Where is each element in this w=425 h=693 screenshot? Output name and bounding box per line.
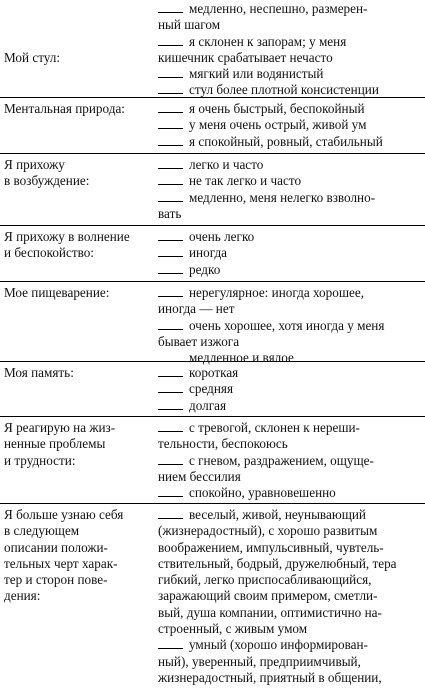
answer-option-text: воображением, импульсивный, чувтель- <box>158 539 384 555</box>
answer-option-text: с гневом, раздражением, ощуще- <box>189 452 374 468</box>
answer-option-text: долгая <box>189 397 227 413</box>
question-label-line: Я реагирую на жиз- <box>4 420 116 435</box>
question-label-line: тельных черт харак- <box>4 555 118 571</box>
answer-option-text: очень хорошее, хотя иногда у меня <box>189 317 385 333</box>
answer-option-text: очень легко <box>189 229 255 244</box>
answer-options <box>158 507 422 686</box>
answer-option-text: ный), уверенный, предприимчивый, <box>158 653 361 669</box>
answer-blank[interactable] <box>158 101 183 113</box>
question-label-line: и трудности: <box>4 452 76 468</box>
question-label-line: в возбуждение: <box>4 173 90 189</box>
question-row <box>0 416 425 504</box>
answer-option <box>158 485 422 501</box>
answer-blank[interactable] <box>158 157 183 169</box>
question-label <box>4 365 154 381</box>
answer-option-line <box>158 605 422 621</box>
question-row <box>0 281 425 366</box>
question-label-line: Мое пищеварение: <box>4 285 110 300</box>
question-label-line: дения: <box>4 588 41 604</box>
answer-option-text: стул более плотной консистенции <box>189 82 379 98</box>
answer-option-line <box>158 50 422 66</box>
answer-option <box>158 101 422 117</box>
answer-option-text: не так легко и часто <box>189 173 302 189</box>
answer-blank[interactable] <box>158 381 183 393</box>
answer-option-line <box>158 318 422 334</box>
answer-option-line <box>158 245 422 261</box>
answer-option-text: бывает изжога <box>158 333 240 349</box>
answer-option-line <box>158 572 422 588</box>
answer-option-line <box>158 34 422 50</box>
answer-option-text: кишечник срабатывает нечасто <box>158 49 333 65</box>
answer-option-line <box>158 173 422 189</box>
answer-option-text: строенный, с живым умом <box>158 621 308 637</box>
question-label-line: и беспокойство: <box>4 245 94 261</box>
answer-option <box>158 637 422 686</box>
question-label-line: Я прихожу в волнение <box>4 229 130 244</box>
answer-option-text: тельности, беспокоюсь <box>158 436 288 452</box>
answer-option-text: с тревогой, склонен к нереши- <box>189 420 360 435</box>
answer-blank[interactable] <box>158 1 183 13</box>
answer-option-line <box>158 262 422 278</box>
question-label-line: Мой стул: <box>4 50 61 66</box>
answer-option <box>158 1 422 34</box>
answer-options <box>158 157 422 222</box>
answer-option-text: вать <box>158 205 182 221</box>
answer-option-text: (жизнерадостный), с хорошо развитым <box>158 523 378 539</box>
answer-option <box>158 245 422 261</box>
answer-option-line <box>158 101 422 117</box>
question-label <box>4 507 154 605</box>
answer-option-line <box>158 637 422 653</box>
question-label-line: Я прихожу <box>4 157 65 172</box>
answer-option-line <box>158 17 422 33</box>
answer-option-line <box>158 229 422 245</box>
answer-blank[interactable] <box>158 117 183 129</box>
answer-option-line <box>158 117 422 133</box>
answer-option-line <box>158 507 422 523</box>
answer-option-line <box>158 540 422 556</box>
answer-blank[interactable] <box>158 229 183 241</box>
answer-option-text: гибкий, легко приспосабливающийся, <box>158 572 372 588</box>
question-row <box>0 1 425 98</box>
answer-blank[interactable] <box>158 190 183 202</box>
answer-blank[interactable] <box>158 420 183 432</box>
question-label-line: Я больше узнаю себя <box>4 507 124 522</box>
answer-option-text: иногда <box>189 245 228 261</box>
answer-blank[interactable] <box>158 285 183 297</box>
answer-option <box>158 134 422 150</box>
question-label-line: тер и сторон пове- <box>4 572 108 588</box>
answer-option-line <box>158 485 422 501</box>
answer-option-text: медленно, неспешно, размерен- <box>189 1 368 16</box>
answer-options <box>158 1 422 99</box>
answer-option <box>158 507 422 637</box>
answer-options <box>158 229 422 278</box>
answer-option-text: я склонен к запорам; у меня <box>189 33 347 49</box>
answer-option-text: редко <box>189 261 221 277</box>
answer-options <box>158 365 422 414</box>
answer-option <box>158 66 422 82</box>
answer-option-text: нерегулярное: иногда хорошее, <box>189 285 364 300</box>
answer-option-line <box>158 381 422 397</box>
answer-option-line <box>158 523 422 539</box>
answer-option-text: заражающий своим примером, сметли- <box>158 588 378 604</box>
answer-option <box>158 117 422 133</box>
answer-blank[interactable] <box>158 453 183 465</box>
answer-option-line <box>158 436 422 452</box>
question-row <box>0 153 425 226</box>
answer-option-text: вый, душа компании, оптимистично на- <box>158 604 382 620</box>
answer-option <box>158 398 422 414</box>
answer-option-line <box>158 621 422 637</box>
answer-option-text: у меня очень острый, живой ум <box>189 117 367 133</box>
question-label-line <box>4 34 154 50</box>
answer-option-line <box>158 206 422 222</box>
answer-option-text: жизнерадостный, приятный в общении, <box>158 669 382 685</box>
answer-option-line <box>158 334 422 350</box>
answer-blank[interactable] <box>158 637 183 649</box>
answer-option-line <box>158 66 422 82</box>
answer-option-text: я спокойный, ровный, стабильный <box>189 133 383 149</box>
answer-blank[interactable] <box>158 398 183 410</box>
answer-option-text: медленное и вялое <box>189 350 294 366</box>
answer-option-line <box>158 556 422 572</box>
answer-blank[interactable] <box>158 66 183 78</box>
answer-option-line <box>158 398 422 414</box>
question-label <box>4 420 154 469</box>
question-label-line: в следующем <box>4 523 80 539</box>
answer-blank[interactable] <box>158 245 183 257</box>
question-label <box>4 157 154 190</box>
question-row <box>0 97 425 154</box>
answer-option <box>158 381 422 397</box>
answer-blank[interactable] <box>158 485 183 497</box>
answer-option <box>158 34 422 67</box>
answer-option-text: средняя <box>189 381 234 397</box>
answer-option-line <box>158 453 422 469</box>
answer-option-text: медленно, меня нелегко взволно- <box>189 189 376 205</box>
answer-option-text: легко и часто <box>189 157 264 172</box>
question-row <box>0 225 425 282</box>
answer-option-line <box>158 469 422 485</box>
question-label <box>4 229 154 262</box>
answer-option <box>158 365 422 381</box>
question-label <box>4 34 154 67</box>
question-label <box>4 101 154 117</box>
answer-option <box>158 262 422 278</box>
answer-options <box>158 420 422 501</box>
answer-option-text: ный шагом <box>158 17 221 33</box>
answer-blank[interactable] <box>158 318 183 330</box>
answer-option <box>158 157 422 173</box>
answer-option <box>158 318 422 351</box>
question-row <box>0 503 425 693</box>
answer-option <box>158 453 422 486</box>
answer-option <box>158 173 422 189</box>
answer-option <box>158 229 422 245</box>
question-label-line: Ментальная природа: <box>4 101 125 116</box>
answer-blank[interactable] <box>158 173 183 185</box>
answer-option-line <box>158 301 422 317</box>
answer-blank[interactable] <box>158 507 183 519</box>
answer-option <box>158 420 422 453</box>
answer-option <box>158 285 422 318</box>
answer-blank[interactable] <box>158 134 183 146</box>
answer-option-line <box>158 285 422 301</box>
answer-option-line <box>158 134 422 150</box>
answer-option <box>158 190 422 223</box>
question-label <box>4 285 154 301</box>
answer-blank[interactable] <box>158 82 183 94</box>
answer-blank[interactable] <box>158 34 183 46</box>
answer-option-text: веселый, живой, неунывающий <box>189 507 366 522</box>
answer-option-text: нием бессилия <box>158 468 241 484</box>
question-label-line: описании положи- <box>4 539 108 555</box>
answer-option-text: короткая <box>189 365 239 380</box>
answer-option-text: умный (хорошо информирован- <box>189 637 368 653</box>
answer-option-line <box>158 190 422 206</box>
answer-option-text: ствительный, бодрый, дружелюбный, тера <box>158 555 397 571</box>
answer-option-text: мягкий или водянистый <box>189 66 324 82</box>
question-label-line: ненные проблемы <box>4 436 106 452</box>
answer-option-line <box>158 365 422 381</box>
answer-option-text: иногда — нет <box>158 301 235 317</box>
answer-option-line <box>158 654 422 670</box>
answer-option-line <box>158 1 422 17</box>
answer-blank[interactable] <box>158 262 183 274</box>
answer-option-line <box>158 588 422 604</box>
answer-option-text: я очень быстрый, беспокойный <box>189 101 365 116</box>
question-row <box>0 361 425 417</box>
answer-blank[interactable] <box>158 365 183 377</box>
answer-option-line <box>158 670 422 686</box>
answer-option-line <box>158 420 422 436</box>
answer-option-line <box>158 157 422 173</box>
question-label-line: Моя память: <box>4 365 74 380</box>
answer-options <box>158 101 422 150</box>
answer-options <box>158 285 422 366</box>
answer-option-text: спокойно, уравновешенно <box>189 485 336 501</box>
